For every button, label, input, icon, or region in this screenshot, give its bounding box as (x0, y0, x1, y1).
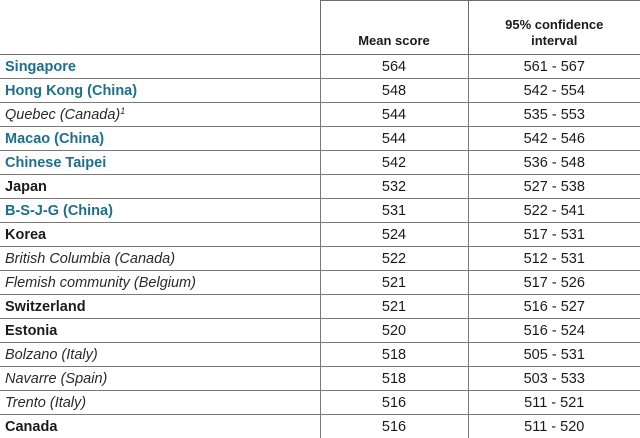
confidence-interval-cell: 542 - 554 (468, 79, 640, 103)
country-name-cell (0, 127, 320, 151)
confidence-interval-cell: 512 - 531 (468, 247, 640, 271)
mean-score-cell: 518 (320, 343, 468, 367)
table-row (0, 391, 640, 415)
country-name-cell (0, 151, 320, 175)
country-name-cell (0, 271, 320, 295)
confidence-interval-cell: 561 - 567 (468, 55, 640, 79)
country-name: Bolzano (Italy) (5, 347, 98, 363)
country-name: Canada (5, 419, 57, 435)
table-row (0, 127, 640, 151)
confidence-interval-cell: 503 - 533 (468, 367, 640, 391)
confidence-interval-cell: 535 - 553 (468, 103, 640, 127)
table-row (0, 199, 640, 223)
ci-header-line2: interval (531, 33, 577, 48)
table-row (0, 343, 640, 367)
mean-score-cell: 532 (320, 175, 468, 199)
mean-score-cell: 564 (320, 55, 468, 79)
confidence-interval-cell: 511 - 520 (468, 415, 640, 438)
mean-score-header-label: Mean score (358, 33, 430, 48)
mean-score-cell: 522 (320, 247, 468, 271)
country-name: Switzerland (5, 299, 86, 315)
country-name: Macao (China) (5, 131, 104, 147)
confidence-interval-cell: 517 - 526 (468, 271, 640, 295)
country-name: Estonia (5, 323, 57, 339)
table-row (0, 247, 640, 271)
country-name: Quebec (Canada) (5, 107, 120, 123)
country-name-cell (0, 55, 320, 79)
country-name: Japan (5, 179, 47, 195)
table-row (0, 175, 640, 199)
confidence-interval-header (468, 1, 640, 55)
country-name: Korea (5, 227, 46, 243)
country-name-cell (0, 223, 320, 247)
table-row (0, 271, 640, 295)
confidence-interval-cell: 522 - 541 (468, 199, 640, 223)
mean-score-cell: 521 (320, 271, 468, 295)
mean-score-cell: 524 (320, 223, 468, 247)
table-row (0, 367, 640, 391)
table-row (0, 319, 640, 343)
table-row (0, 151, 640, 175)
table-row (0, 103, 640, 127)
mean-score-cell: 516 (320, 415, 468, 438)
mean-score-cell: 520 (320, 319, 468, 343)
mean-score-cell: 516 (320, 391, 468, 415)
mean-score-cell: 544 (320, 103, 468, 127)
confidence-interval-cell: 505 - 531 (468, 343, 640, 367)
country-name-cell (0, 415, 320, 438)
table-row (0, 79, 640, 103)
country-name: British Columbia (Canada) (5, 251, 175, 267)
header-blank-cell (0, 1, 320, 55)
mean-score-cell: 544 (320, 127, 468, 151)
country-name-cell (0, 367, 320, 391)
confidence-interval-cell: 536 - 548 (468, 151, 640, 175)
country-name-cell (0, 295, 320, 319)
mean-score-cell: 531 (320, 199, 468, 223)
table-row (0, 55, 640, 79)
country-name: B-S-J-G (China) (5, 203, 113, 219)
confidence-interval-cell: 516 - 527 (468, 295, 640, 319)
confidence-interval-cell: 542 - 546 (468, 127, 640, 151)
mean-score-cell: 518 (320, 367, 468, 391)
country-name: Hong Kong (China) (5, 83, 137, 99)
table-body (0, 55, 640, 438)
table-row (0, 223, 640, 247)
country-name-cell (0, 319, 320, 343)
confidence-interval-cell: 527 - 538 (468, 175, 640, 199)
country-name-cell (0, 199, 320, 223)
country-name: Navarre (Spain) (5, 371, 107, 387)
confidence-interval-cell: 516 - 524 (468, 319, 640, 343)
country-name-cell (0, 391, 320, 415)
mean-score-cell: 521 (320, 295, 468, 319)
country-name-cell (0, 103, 320, 127)
country-name-cell (0, 175, 320, 199)
header-row (0, 1, 640, 55)
country-name-cell (0, 247, 320, 271)
mean-score-cell: 542 (320, 151, 468, 175)
country-name: Singapore (5, 59, 76, 75)
country-name: Flemish community (Belgium) (5, 275, 196, 291)
confidence-interval-cell: 517 - 531 (468, 223, 640, 247)
country-name: Chinese Taipei (5, 155, 106, 171)
country-name-cell (0, 343, 320, 367)
mean-score-cell: 548 (320, 79, 468, 103)
ci-header-line1: 95% confidence (505, 17, 603, 32)
confidence-interval-cell: 511 - 521 (468, 391, 640, 415)
country-name: Trento (Italy) (5, 395, 86, 411)
country-name-cell (0, 79, 320, 103)
footnote-marker: 1 (120, 106, 125, 116)
table-row (0, 415, 640, 438)
table-row (0, 295, 640, 319)
mean-score-header (320, 1, 468, 55)
